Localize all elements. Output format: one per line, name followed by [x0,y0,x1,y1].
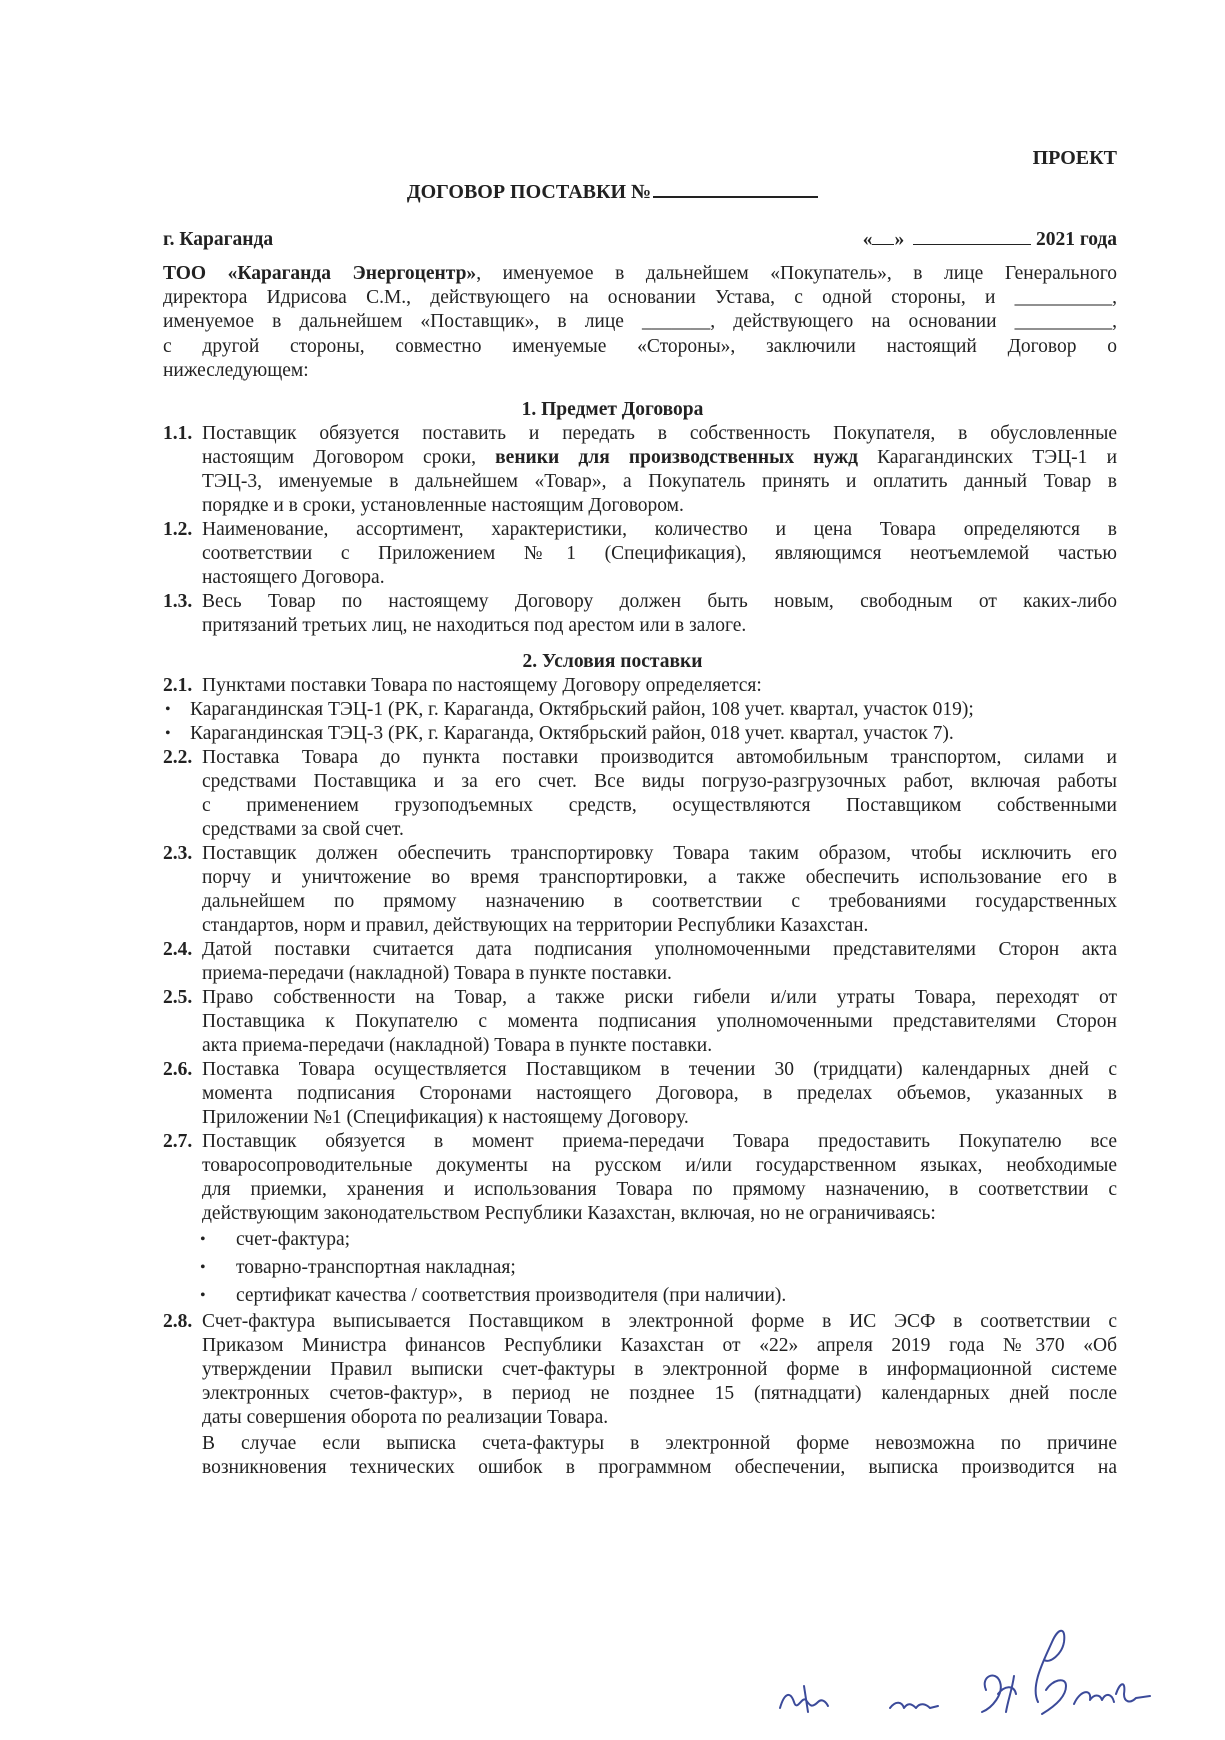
city: г. Караганда [163,229,274,250]
clause-number: 2.3. [163,843,193,864]
clause-line: дальнейшем по прямому назначению в соответствии с требованиями государственных [202,891,1117,912]
clause-line: утверждении Правил выписки счет-фактуры в электронной форме в информационной системе [202,1359,1117,1380]
clause-line: Поставщика к Покупателю с момента подписания уполномоченными представителями Сторон [202,1011,1117,1032]
intro-line: именуемое в дальнейшем «Поставщик», в лице _______, действующего на основании __________, [163,311,1117,332]
document-list-item: сертификат качества / соответствия производителя (при наличии). [236,1285,787,1306]
clause-line: товаросопроводительные документы на русском и/или государственном языках, необходимые [202,1155,1117,1176]
bullet-icon: • [200,1287,206,1304]
product-highlight: веники для производственных нужд [495,447,859,468]
clause-number: 2.7. [163,1131,193,1152]
clause-line: притязаний третьих лиц, не находиться под арестом или в залоге. [202,615,747,636]
clause-line: акта приема-передачи (накладной) Товара в пункте поставки. [202,1035,713,1056]
clause-line: с применением грузоподъемных средств, осуществляются Поставщиком собственными [202,795,1117,816]
section-2-title: 2. Условия поставки [522,651,703,672]
clause-line: Приказом Министра финансов Республики Казахстан от «22» апреля 2019 года №370 «Об [202,1335,1117,1356]
clause-line: Право собственности на Товар, а также риски гибели и/или утраты Товара, переходят от [202,987,1117,1008]
bullet-icon: • [165,725,171,742]
clause-line: возникновения технических ошибок в программном обеспечении, выписка производится на [202,1457,1117,1478]
clause-line: приема-передачи (накладной) Товара в пункте поставки. [202,963,672,984]
date-close-quote: » [894,229,905,250]
clause-line: средствами Поставщика и за его счет. Все виды погрузо-разгрузочных работ, включая работы [202,771,1117,792]
clause-line: порчу и уничтожение во время транспортировки, а также обеспечить использование его в [202,867,1117,888]
clause-line: настоящим Договором сроки, веники для производственных нужд Карагандинских ТЭЦ-1 и [202,447,1117,468]
signature-initials-icon [760,1590,1160,1730]
clause-line: электронных счетов-фактур», в период не позднее 15 (пятнадцати) календарных дней после [202,1383,1117,1404]
intro-line: с другой стороны, совместно именуемые «Стороны», заключили настоящий Договор о [163,336,1117,357]
clause-line: В случае если выписка счета-фактуры в электронной форме невозможна по причине [202,1433,1117,1454]
clause-line: Счет-фактура выписывается Поставщиком в электронной форме в ИС ЭСФ в соответствии с [202,1311,1117,1332]
clause-line: Датой поставки считается дата подписания уполномоченными представителями Сторон акта [202,939,1117,960]
clause-number: 2.2. [163,747,193,768]
clause-line: Поставщик обязуется поставить и передать в собственность Покупателя, в обусловленные [202,423,1117,444]
document-list-item: счет-фактура; [236,1229,351,1250]
bullet-icon: • [200,1259,206,1276]
clause-line: средствами за свой счет. [202,819,404,840]
intro-line: директора Идрисова С.М., действующего на основании Устава, с одной стороны, и __________, [163,287,1117,308]
bullet-icon: • [200,1231,206,1248]
clause-line: Весь Товар по настоящему Договору должен быть новым, свободным от каких-либо [202,591,1117,612]
clause-line: Поставка Товара осуществляется Поставщиком в течении 30 (тридцати) календарных дней с [202,1059,1117,1080]
clause-line: ТЭЦ-3, именуемые в дальнейшем «Товар», а Покупатель принять и оплатить данный Товар в [202,471,1117,492]
draft-stamp: ПРОЕКТ [1032,147,1117,169]
clause-number: 2.6. [163,1059,193,1080]
section-1-title: 1. Предмет Договора [521,399,704,420]
clause-line: порядке и в сроки, установленные настоящим Договором. [202,495,684,516]
date-open-quote: « [862,229,873,250]
clause-number: 2.5. [163,987,193,1008]
clause-line: действующим законодательством Республики Казахстан, включая, но не ограничиваясь: [202,1203,936,1224]
clause-number: 1.2. [163,519,193,540]
month-blank [913,228,1031,245]
company-name: ТОО «Караганда Энергоцентр» [163,263,477,284]
day-blank [872,228,894,245]
clause-line: для приемки, хранения и использования Товара по прямому назначению, в соответствии с [202,1179,1117,1200]
clause-line: Поставка Товара до пункта поставки производится автомобильным транспортом, силами и [202,747,1117,768]
contract-number-blank [653,178,818,198]
title-text: ДОГОВОР ПОСТАВКИ № [406,181,652,203]
delivery-point: Карагандинская ТЭЦ-3 (РК, г. Караганда, Октябрьский район, 018 учет. квартал, участок 7). [190,723,954,744]
clause-line: Поставщик обязуется в момент приема-передачи Товара предоставить Покупателю все [202,1131,1117,1152]
clause-line: Приложении №1 (Спецификация) к настоящему Договору. [202,1107,689,1128]
intro-line: нижеследующем: [163,360,309,381]
clause-line: Поставщик должен обеспечить транспортировку Товара таким образом, чтобы исключить его [202,843,1117,864]
document-list-item: товарно-транспортная накладная; [236,1257,516,1278]
contract-date [863,228,1117,253]
clause-line: Наименование, ассортимент, характеристики, количество и цена Товара определяются в [202,519,1117,540]
clause-line: соответствии с Приложением №1 (Спецификация), являющимся неотъемлемой частью [202,543,1117,564]
clause-line: стандартов, норм и правил, действующих на территории Республики Казахстан. [202,915,869,936]
clause-line: момента подписания Сторонами настоящего Договора, в пределах объемов, указанных в [202,1083,1117,1104]
clause-line: Пунктами поставки Товара по настоящему Договору определяется: [202,675,762,696]
clause-number: 2.8. [163,1311,193,1332]
bullet-icon: • [165,701,171,718]
year: 2021 года [1035,229,1117,250]
document-title [0,178,1225,205]
delivery-point: Карагандинская ТЭЦ-1 (РК, г. Караганда, Октябрьский район, 108 учет. квартал, участок 019); [190,699,974,720]
clause-number: 1.3. [163,591,193,612]
clause-line: даты совершения оборота по реализации Товара. [202,1407,609,1428]
clause-number: 1.1. [163,423,193,444]
intro-line: ТОО «Караганда Энергоцентр», именуемое в дальнейшем «Покупатель», в лице Генерального [163,263,1117,284]
clause-number: 2.1. [163,675,193,696]
clause-line: настоящего Договора. [202,567,385,588]
clause-number: 2.4. [163,939,193,960]
